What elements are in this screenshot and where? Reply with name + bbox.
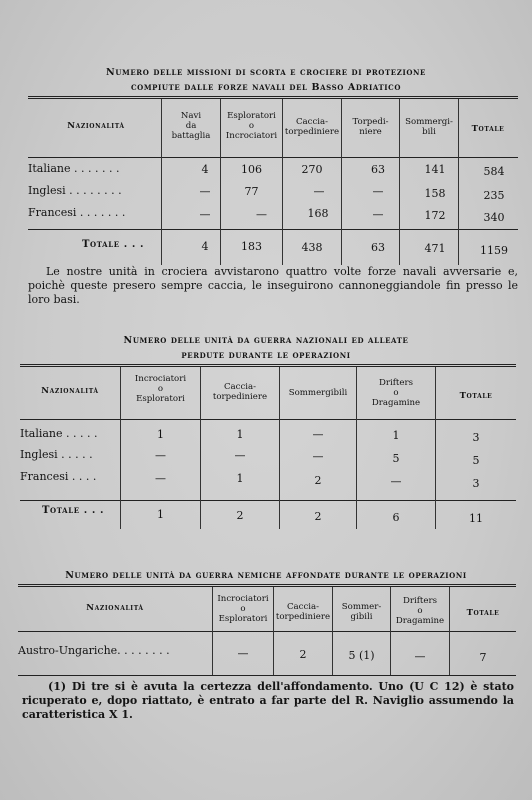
table2-total-cell: 1 bbox=[157, 508, 164, 521]
table1-cell: 340 bbox=[483, 211, 505, 224]
table2-row-label: Italiane . . . . . bbox=[20, 427, 98, 440]
table3-header-caccia: Caccia- torpediniere bbox=[275, 602, 331, 622]
table1-top-rule bbox=[28, 96, 518, 99]
table2-cell: — bbox=[155, 472, 166, 485]
table1-total-cell: 471 bbox=[424, 242, 446, 255]
table1-row-label: Inglesi . . . . . . . . bbox=[28, 184, 122, 197]
table2-header-nazionalita: Nazionalità bbox=[41, 386, 99, 396]
table1-cell: — bbox=[256, 208, 267, 221]
table1-header-rule bbox=[28, 157, 518, 158]
table3-bottom-rule bbox=[18, 675, 516, 676]
footnote: (1) Di tre si è avuta la certezza dell'affondamento. Uno (U C 12) è stato ricuperato e, dopo riattato, è entrato a far parte del R. Naviglio assumendo la caratteristica X 1. bbox=[22, 680, 514, 721]
table1-total-rule bbox=[28, 229, 518, 230]
table1-cell: 235 bbox=[483, 189, 505, 202]
table1-cell: 77 bbox=[244, 185, 259, 198]
table2-title-line2: perdute durante le operazioni bbox=[181, 350, 351, 361]
table2-cell: 1 bbox=[157, 428, 164, 441]
table1-cell: — bbox=[372, 208, 384, 221]
table1-cell: 270 bbox=[301, 163, 323, 176]
table3-header-nazionalita: Nazionalità bbox=[86, 603, 144, 613]
table1-cell: 106 bbox=[241, 163, 262, 176]
table1-header-navi: Navi da battaglia bbox=[171, 111, 211, 141]
table3-title: Numero delle unità da guerra nemiche affondate durante le operazioni bbox=[65, 570, 467, 581]
table3-col-divider bbox=[273, 587, 274, 675]
table1-header-totale: Totale bbox=[471, 124, 505, 134]
table1-title-line1: Numero delle missioni di scorta e crociere di protezione bbox=[106, 67, 426, 78]
table2-cell: 5 bbox=[392, 452, 400, 465]
table2-cell: 5 bbox=[472, 454, 480, 467]
table1-row-label: Francesi . . . . . . . bbox=[28, 206, 126, 219]
table2-header-totale: Totale bbox=[459, 391, 493, 401]
table2-total-cell: 6 bbox=[392, 511, 400, 524]
table3-header-totale: Totale bbox=[466, 608, 500, 618]
table2-row-label: Francesi . . . . bbox=[20, 470, 97, 483]
table2-cell: 1 bbox=[236, 428, 244, 441]
table1-cell: — bbox=[199, 208, 211, 221]
table1-cell: 172 bbox=[424, 209, 446, 222]
table1-total-label: Totale . . . bbox=[82, 239, 145, 250]
table1-cell: 168 bbox=[307, 207, 329, 220]
table3-cell: — bbox=[237, 647, 249, 660]
table3-header-incrociatori: Incrociatori o Esploratori bbox=[217, 594, 269, 624]
table2-total-rule bbox=[20, 500, 516, 501]
table2-row-label: Inglesi . . . . . bbox=[20, 448, 93, 461]
table1-cell: 63 bbox=[371, 163, 385, 176]
paragraph-enemy-sightings: Le nostre unità in crociera avvistarono quattro volte forze navali avversarie e, poichè queste presero sempre caccia, le inseguirono cannoneggiandole fin presso le loro basi. bbox=[28, 265, 518, 306]
table3-cell: 7 bbox=[479, 651, 487, 664]
table1-title-line2: compiute dalle forze navali del Basso Adriatico bbox=[130, 82, 402, 93]
table2-cell: — bbox=[312, 428, 324, 441]
table2-top-rule bbox=[20, 364, 516, 367]
table1-total-cell: 4 bbox=[201, 240, 209, 253]
table1-cell: — bbox=[313, 185, 325, 198]
table3-header-rule bbox=[18, 631, 516, 632]
table1-header-torpediniere: Torpedi- niere bbox=[352, 117, 389, 137]
table2-total-cell: 2 bbox=[236, 509, 244, 522]
table2-header-drifters: Drifters o Dragamine bbox=[371, 378, 421, 408]
table3-row-label: Austro-Ungariche. . . . . . . . bbox=[18, 644, 170, 657]
table1-header-esploratori: Esploratori o Incrociatori bbox=[225, 111, 278, 141]
table3-header-drifters: Drifters o Dragamine bbox=[395, 596, 445, 626]
table1-cell: 4 bbox=[201, 163, 209, 176]
table2-cell: 2 bbox=[314, 474, 322, 487]
table2-total-label: Totale . . . bbox=[42, 505, 105, 516]
table3-cell: 5 (1) bbox=[348, 649, 375, 662]
table1-total-cell: 438 bbox=[301, 241, 323, 254]
table1-cell: — bbox=[372, 185, 384, 198]
table1-total-cell: 183 bbox=[241, 240, 262, 253]
table3-header-sommergibili: Sommer- gibili bbox=[341, 602, 382, 622]
table1-row-label: Italiane . . . . . . . bbox=[28, 162, 120, 175]
table2-cell: — bbox=[234, 449, 246, 462]
table2-cell: — bbox=[312, 450, 324, 463]
table1-cell: — bbox=[199, 185, 211, 198]
table1-header-caccia: Caccia- torpediniere bbox=[284, 117, 340, 137]
table2-title-line1: Numero delle unità da guerra nazionali ed alleate bbox=[123, 335, 409, 346]
table1-total-cell: 1159 bbox=[480, 244, 508, 257]
table1-cell: 141 bbox=[424, 163, 446, 176]
table2-header-incrociatori: Incrociatori o Esploratori bbox=[134, 374, 187, 404]
table3-cell: — bbox=[414, 650, 426, 663]
table2-cell: 3 bbox=[472, 477, 480, 490]
table2-cell: — bbox=[390, 475, 402, 488]
table1-cell: 158 bbox=[424, 187, 446, 200]
table2-header-rule bbox=[20, 419, 516, 420]
table1-total-cell: 63 bbox=[371, 241, 385, 254]
table2-total-cell: 2 bbox=[314, 510, 322, 523]
table2-header-sommergibili: Sommergibili bbox=[288, 388, 348, 398]
table3-cell: 2 bbox=[299, 648, 307, 661]
table2-header-caccia: Caccia- torpediniere bbox=[212, 382, 268, 402]
table1-header-sommergibili: Sommergi- bili bbox=[405, 117, 453, 137]
table2-cell: 3 bbox=[472, 431, 480, 444]
table2-total-cell: 11 bbox=[469, 512, 483, 525]
table2-cell: 1 bbox=[392, 429, 400, 442]
table1-header-nazionalita: Nazionalità bbox=[67, 121, 125, 131]
table2-cell: — bbox=[155, 449, 166, 462]
table1-cell: 584 bbox=[483, 165, 505, 178]
table2-cell: 1 bbox=[236, 472, 244, 485]
table3-top-rule bbox=[18, 584, 516, 587]
